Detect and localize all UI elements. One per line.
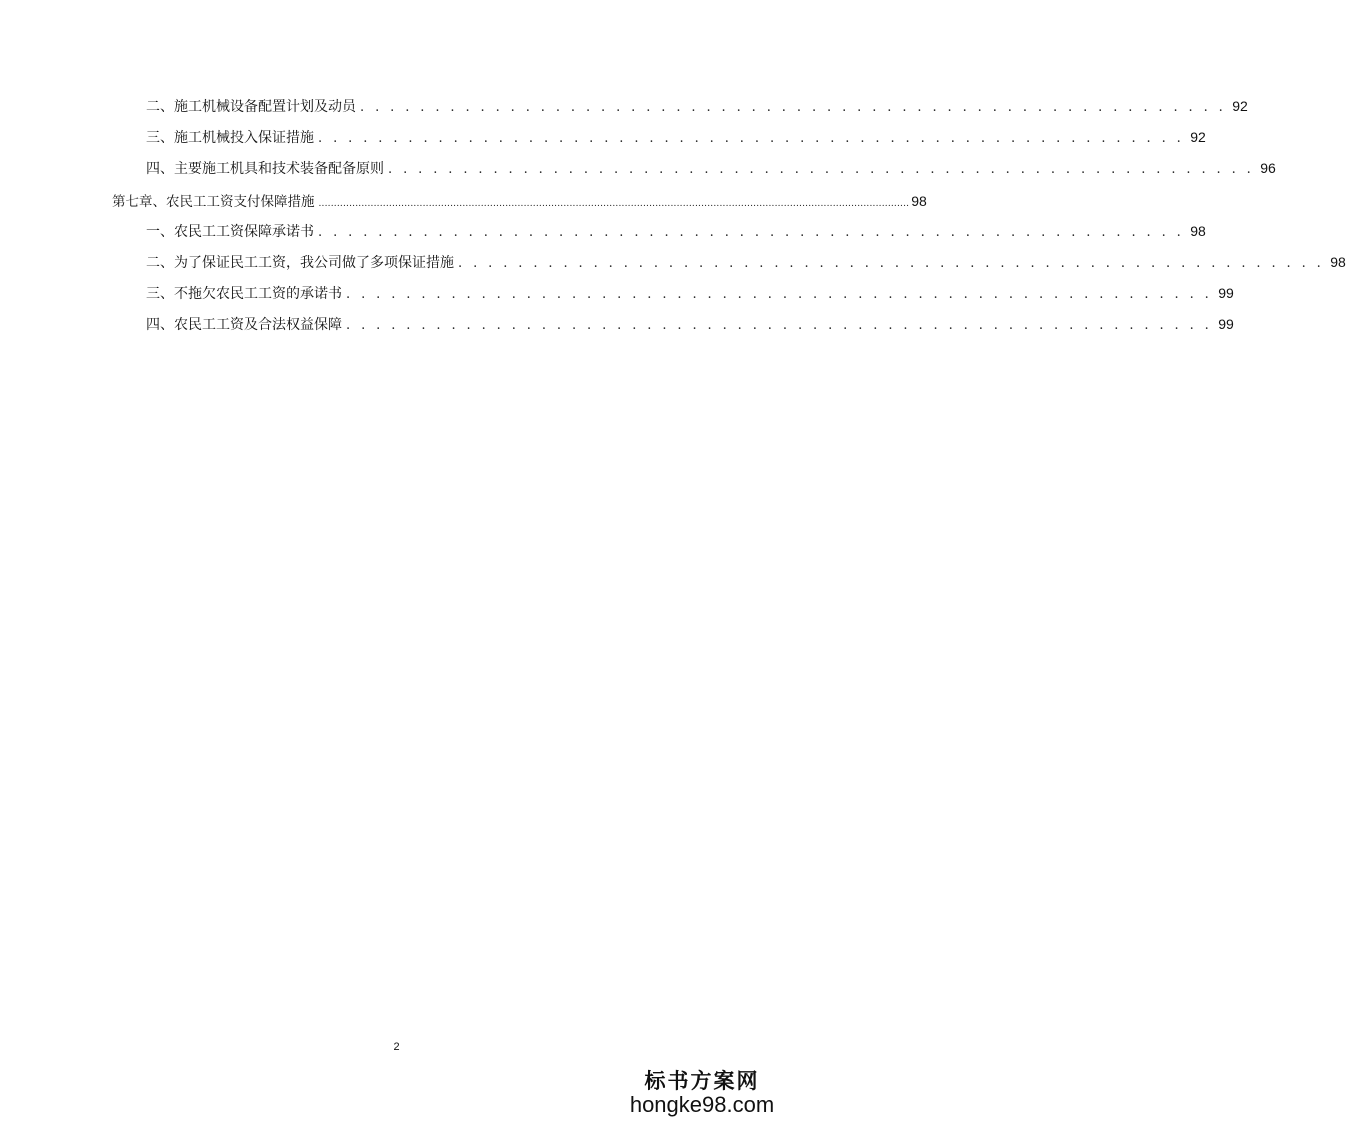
- dot-leader: . . . . . . . . . . . . . . . . . . . . . . . . . . . . . . . . . . . . . . . . . . . . . . . . . . . . . . . . . .: [346, 287, 1213, 302]
- dot-leader: . . . . . . . . . . . . . . . . . . . . . . . . . . . . . . . . . . . . . . . . . . . . . . . . . . . . . . . . . .: [346, 318, 1213, 333]
- watermark-logo: [627, 1069, 777, 1117]
- watermark-url: hongke98.com: [629, 1092, 775, 1117]
- page-number: 2: [393, 1041, 400, 1053]
- dot-leader: . . . . . . . . . . . . . . . . . . . . . . . . . . . . . . . . . . . . . . . . . . . . . . . . . . . . . . . . . .: [318, 131, 1185, 146]
- dot-leader: .................................................................................................................................................................................................: [318, 199, 910, 209]
- toc-entry-page: 99: [1218, 285, 1234, 301]
- toc-entry[interactable]: [146, 221, 1206, 241]
- toc-entry-title: 不拖欠农民工工资的承诺书: [174, 286, 342, 302]
- watermark-title: 标书方案网: [644, 1068, 760, 1093]
- toc-entry-page: 92: [1232, 98, 1248, 114]
- toc-entry-title: 主要施工机具和技术装备配备原则: [174, 161, 384, 177]
- toc-chapter-page: 98: [911, 193, 927, 209]
- toc-entry-number: 一、: [146, 224, 174, 240]
- toc-entry-title: 农民工工资及合法权益保障: [174, 317, 342, 333]
- toc-entry[interactable]: [146, 127, 1206, 147]
- toc-entry-page: 92: [1190, 129, 1206, 145]
- toc-entry-number: 三、: [146, 130, 174, 146]
- dot-leader: . . . . . . . . . . . . . . . . . . . . . . . . . . . . . . . . . . . . . . . . . . . . . . . . . . . . . . . . . .: [318, 225, 1185, 240]
- toc-entry[interactable]: [146, 283, 1234, 303]
- toc-entry-page: 99: [1218, 316, 1234, 332]
- toc-entry[interactable]: [146, 158, 1276, 178]
- toc-entry-title: 施工机械设备配置计划及动员: [174, 99, 356, 115]
- toc-entry-number: 四、: [146, 317, 174, 333]
- dot-leader: . . . . . . . . . . . . . . . . . . . . . . . . . . . . . . . . . . . . . . . . . . . . . . . . . . . . . . . . . .: [360, 100, 1227, 115]
- toc-entry-number: 四、: [146, 161, 174, 177]
- toc-entry[interactable]: [146, 252, 1346, 272]
- toc-entry-title: 施工机械投入保证措施: [174, 130, 314, 146]
- toc-entry-page: 98: [1330, 254, 1346, 270]
- toc-entry-page: 98: [1190, 223, 1206, 239]
- toc-chapter-title: 第七章、农民工工资支付保障措施: [112, 194, 315, 210]
- toc-entry-number: 二、: [146, 99, 174, 115]
- toc-entry-title: 农民工工资保障承诺书: [174, 224, 314, 240]
- toc-entry-number: 二、: [146, 255, 174, 271]
- toc-chapter-entry[interactable]: [112, 190, 927, 210]
- dot-leader: . . . . . . . . . . . . . . . . . . . . . . . . . . . . . . . . . . . . . . . . . . . . . . . . . . . . . . . . . .: [388, 162, 1255, 177]
- toc-entry-page: 96: [1260, 160, 1276, 176]
- toc-entry-number: 三、: [146, 286, 174, 302]
- dot-leader: . . . . . . . . . . . . . . . . . . . . . . . . . . . . . . . . . . . . . . . . . . . . . . . . . . . . . . . . . .: [458, 256, 1325, 271]
- toc-entry-title: 为了保证民工工资，我公司做了多项保证措施: [174, 255, 454, 271]
- toc-entry[interactable]: [146, 96, 1248, 116]
- toc-entry[interactable]: [146, 314, 1234, 334]
